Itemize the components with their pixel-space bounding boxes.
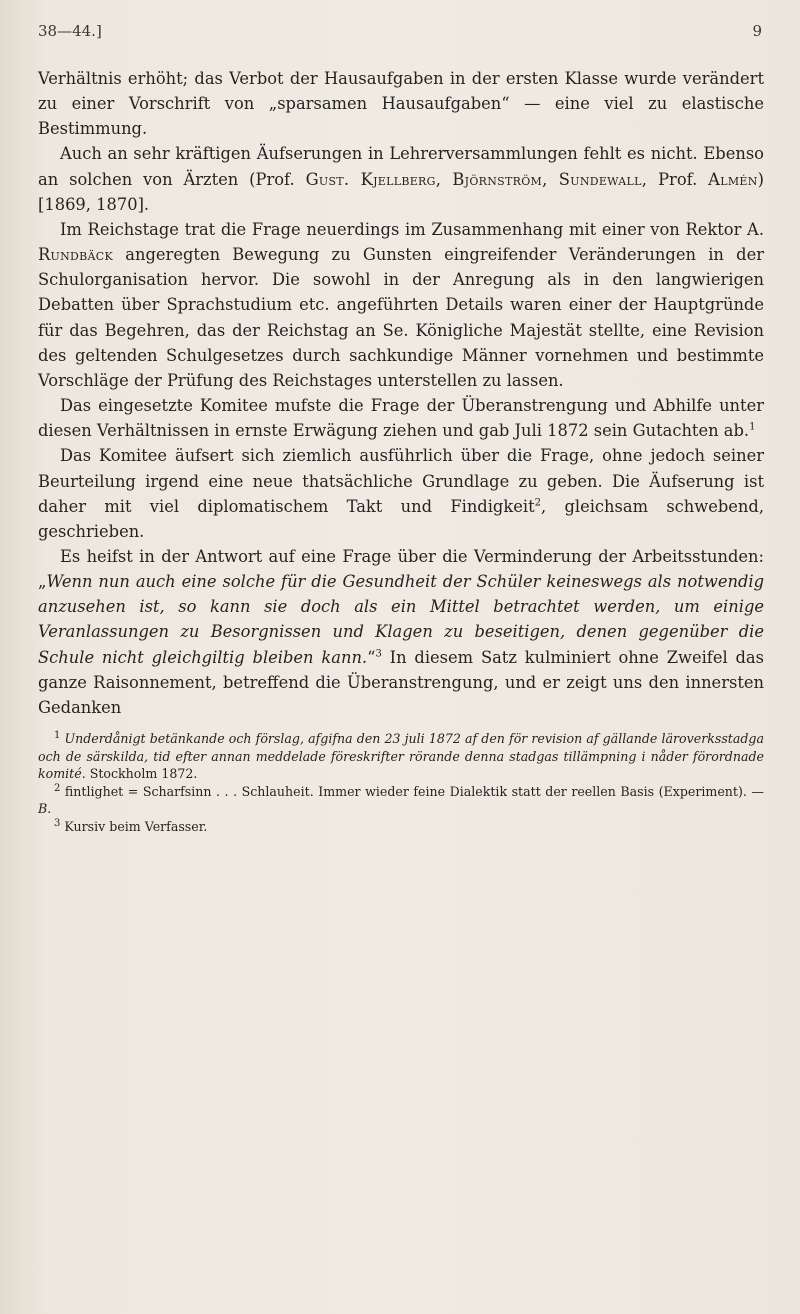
page-number: 9	[752, 22, 762, 40]
paragraph-2: Auch an sehr kräftigen Äufserungen in Lehrerversammlungen fehlt es nicht. Ebenso an solchen von Ärzten (Prof. Gust. Kjellberg, Björnström, Sundewall, Prof. Almén) [1869, 1870].	[38, 144, 764, 214]
author-names: Gust. Kjellberg, Björnström, Sundewall,	[305, 169, 648, 189]
paragraph-3: Im Reichstage trat die Frage neuerdings im Zusammenhang mit einer von Rektor A. Rundbäck angeregten Bewegung zu Gunsten eingreifender Veränderungen in der Schulorganisation hervor. Die sowohl in der Anregung als in den langwierigen Debatten über Sprachstudium etc. angeführten Details waren einer der Hauptgründe für das Begehren, das der Reichstag an Se. Königliche Majestät stellte, eine Revision des geltenden Schulgesetzes durch sachkundige Männer vornehmen und bestimmte Vorschläge der Prüfung des Reichstages unterstellen zu lassen.	[38, 219, 764, 390]
author-name-rundback: Rundbäck	[38, 245, 114, 265]
paragraph-1: Verhältnis erhöht; das Verbot der Hausaufgaben in der ersten Klasse wurde verändert zu einer Vorschrift von „sparsamen Hausaufgaben“ — eine viel zu elastische Bestimmung.	[38, 69, 764, 139]
paragraph-5: Das Komitee äufsert sich ziemlich ausführlich über die Frage, ohne jedoch seiner Beurteilung irgend eine neue thatsächliche Grundlage zu geben. Die Äufserung ist daher mit viel diplomatischem Takt und Findigkeit$^2$, gleichsam schwebend, geschrieben.	[38, 446, 764, 541]
footnote-2: $^2$ fintlighet = Scharfsinn . . . Schlauheit. Immer wieder feine Dialektik statt der reellen Basis (Experiment). — B.	[38, 782, 764, 817]
footnote-ref-2: 2	[534, 497, 541, 509]
running-head	[38, 22, 764, 40]
author-name-almen: Almén	[708, 169, 758, 189]
footnote-1: $^1$ Underdånigt betänkande och förslag, afgifna den 23 juli 1872 af den för revision af gällande läroverksstadga och de särskilda, tid efter annan meddelade föreskrifter rörande denna stadgas tillämpning i nåder förordnade komité. Stockholm 1872.	[38, 729, 764, 782]
paragraph-4: Das eingesetzte Komitee mufste die Frage der Überanstrengung und Abhilfe unter diesen Verhältnissen in ernste Erwägung ziehen und gab Juli 1872 sein Gutachten ab.$^1$	[38, 396, 764, 441]
section-range: 38—44.]	[38, 22, 102, 40]
body-text	[38, 66, 764, 720]
footnotes	[38, 730, 764, 835]
paragraph-6: Es heifst in der Antwort auf eine Frage über die Verminderung der Arbeitsstunden: „Wenn nun auch eine solche für die Gesundheit der Schüler keineswegs als notwendig anzusehen ist, so kann sie doch als ein Mittel betrachtet werden, um einige Veranlassungen zu Besorgnissen und Klagen zu beseitigen, denen gegenüber die Schule nicht gleichgiltig bleiben kann.“$^3$ In diesem Satz kulminiert ohne Zweifel das ganze Raisonnement, betreffend die Überanstrengung, und er zeigt uns den innersten Gedanken	[38, 546, 764, 717]
footnote-3: $^3$ Kursiv beim Verfasser.	[54, 817, 208, 834]
footnote-ref-3: 3	[375, 648, 382, 660]
footnote-ref-1: 1	[749, 421, 756, 433]
quoted-italic-passage: Wenn nun auch eine solche für die Gesundheit der Schüler keineswegs als notwendig anzusehen ist, so kann sie doch als ein Mittel betrachtet werden, um einige Veranlassungen zu Besorgnissen und Klagen zu beseitigen, denen gegenüber die Schule nicht gleichgiltig bleiben kann.	[38, 572, 764, 667]
